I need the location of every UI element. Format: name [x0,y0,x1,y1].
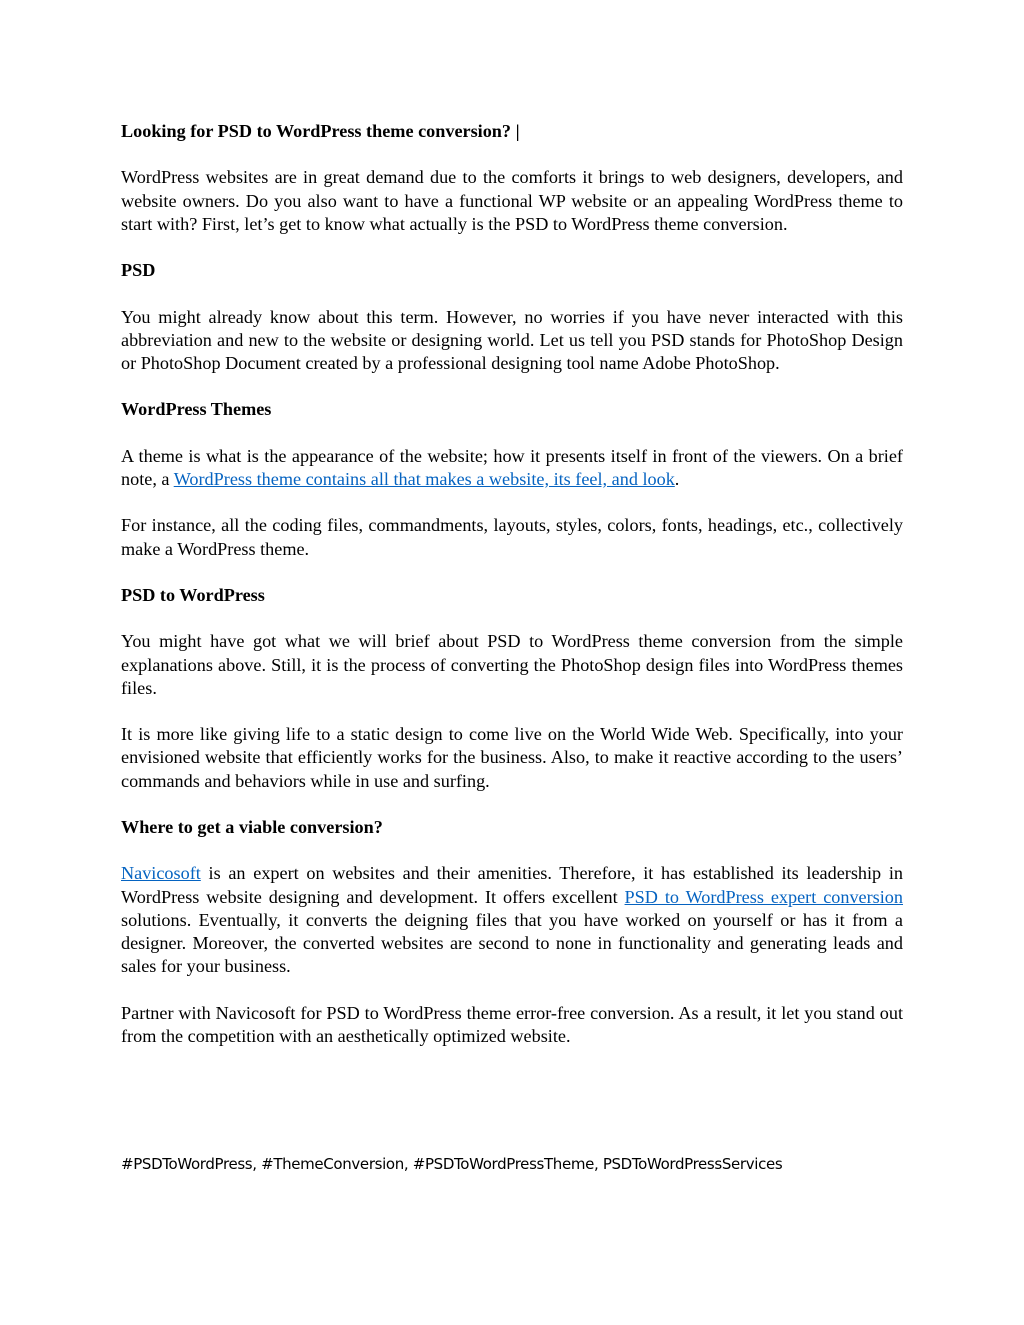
navicosoft-link[interactable]: Navicosoft [121,863,201,884]
themes-text-after-link: . [674,468,680,489]
section-heading-psd-to-wordpress: PSD to WordPress [121,584,265,605]
footer-hashtags: #PSDToWordPress, #ThemeConversion, #PSDToWordPressTheme, PSDToWordPressServices [121,1155,783,1173]
section-heading-wordpress-themes: WordPress Themes [121,399,272,420]
psd-to-wp-paragraph-2: It is more like giving life to a static design to come live on the World Wide Web. Specifically, into your envisioned website that efficiently works for the business. Also, to make it reactive according to the users’ commands and behaviors while in use and surfing. [121,724,903,791]
section-heading-where-to-get: Where to get a viable conversion? [121,816,383,837]
psd-to-wp-paragraph-1: You might have got what we will brief about PSD to WordPress theme conversion from the simple explanations above. Still, it is the process of converting the PhotoShop design files into WordPress themes files. [121,631,903,698]
where-paragraph-1 [121,862,903,978]
where-text-after-link: solutions. Eventually, it converts the deigning files that you have worked on yourself or has it from a designer. Moreover, the converted websites are second to none in functionality and generating leads and sales for your business. [121,909,903,977]
psd-to-wordpress-expert-conversion-link[interactable]: PSD to WordPress expert conversion [624,886,903,907]
themes-text-before-link: A theme is what is the appearance of the website; how it presents itself in front of the viewers. On a brief note, a [121,445,903,489]
themes-paragraph-1 [121,445,903,491]
intro-paragraph: WordPress websites are in great demand due to the comforts it brings to web designers, developers, and website owners. Do you also want to have a functional WP website or an appealing WordPress theme to start with? First, let’s get to know what actually is the PSD to WordPress theme conversion. [121,167,903,234]
section-heading-psd: PSD [121,260,156,281]
wordpress-theme-link[interactable]: WordPress theme contains all that makes a website, its feel, and look [173,468,675,489]
where-paragraph-2: Partner with Navicosoft for PSD to WordPress theme error-free conversion. As a result, it let you stand out from the competition with an aesthetically optimized website. [121,1002,903,1046]
themes-paragraph-2: For instance, all the coding files, commandments, layouts, styles, colors, fonts, headings, etc., collectively make a WordPress theme. [121,515,903,559]
where-text-middle: is an expert on websites and their amenities. Therefore, it has established its leadership in WordPress website designing and development. It offers excellent [121,863,903,907]
document-body [121,120,903,1048]
document-title: Looking for PSD to WordPress theme conversion? | [121,121,520,141]
psd-paragraph: You might already know about this term. However, no worries if you have never interacted with this abbreviation and new to the website or designing world. Let us tell you PSD stands for PhotoShop Design or PhotoShop Document created by a professional designing tool name Adobe PhotoShop. [121,306,903,373]
